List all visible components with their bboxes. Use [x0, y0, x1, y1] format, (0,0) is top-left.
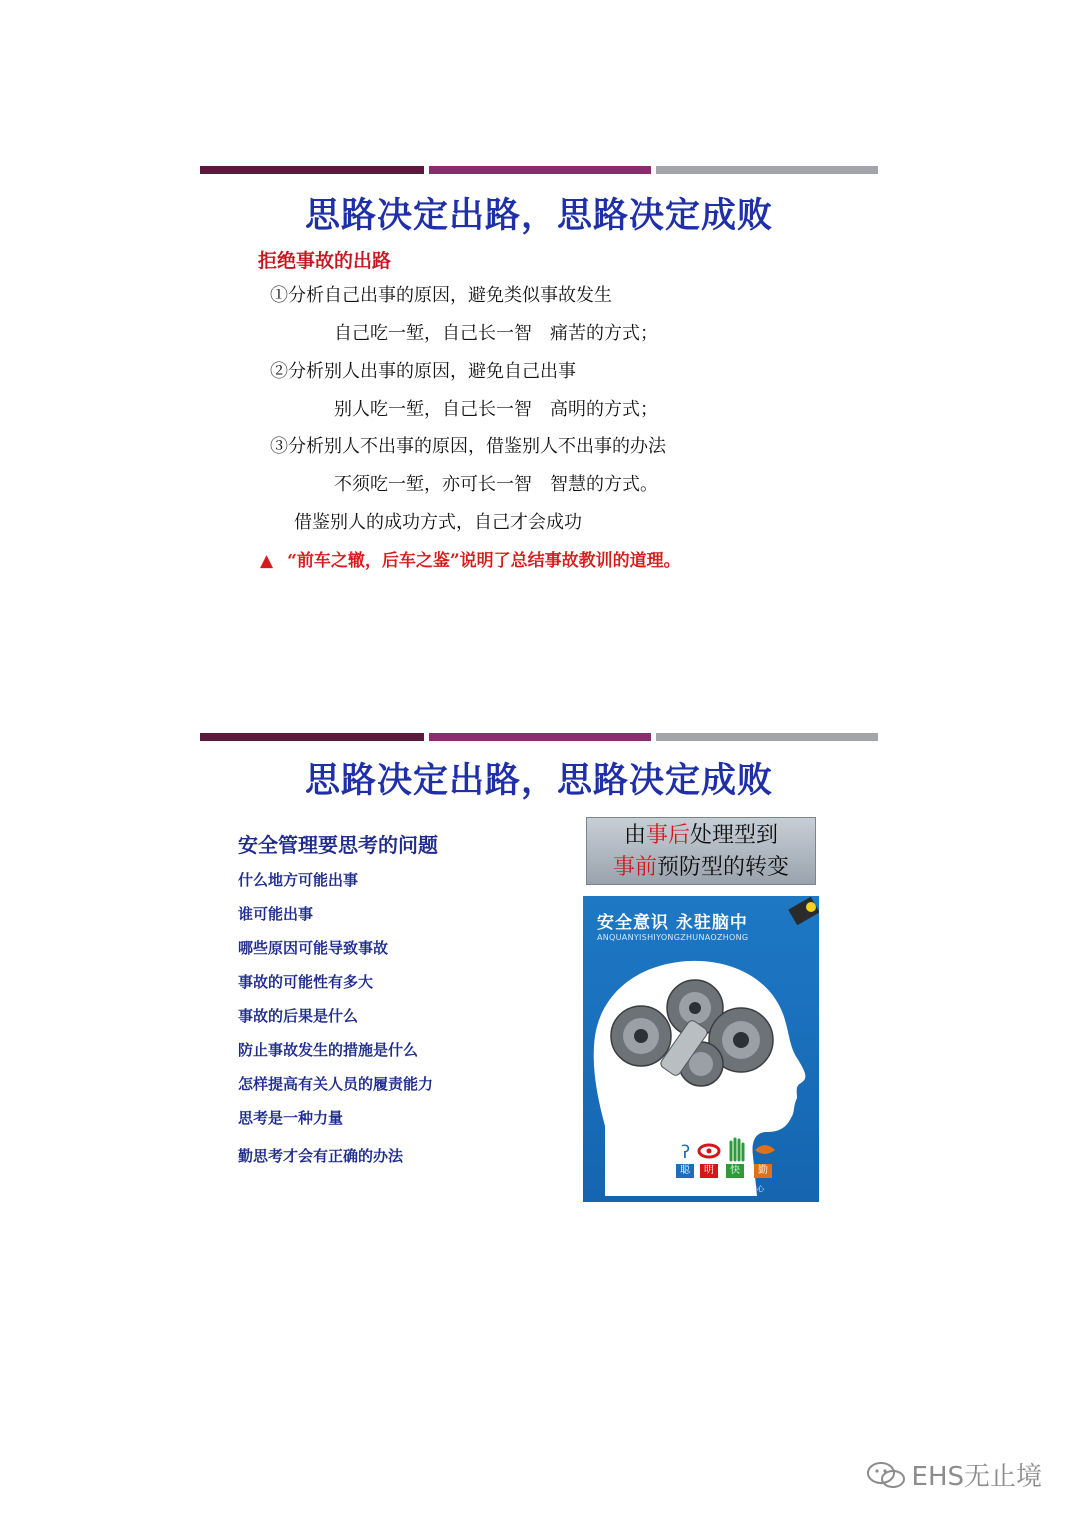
poster-label: 快 [730, 1165, 740, 1176]
warning-line [260, 546, 681, 571]
section-heading: 拒绝事故的出路 [258, 250, 392, 272]
question-item: 什么地方可能出事 [238, 871, 359, 889]
slide-title: 思路决定出路，思路决定成败 [304, 761, 773, 801]
safety-poster [583, 896, 819, 1202]
poster-title: 安全意识 永驻脑中 [597, 913, 748, 933]
head-gears-illustration [583, 896, 819, 1202]
header-bar-segment [200, 733, 424, 741]
slide-1 [200, 166, 878, 596]
slide-2 [200, 733, 878, 1213]
watermark [866, 1456, 1042, 1493]
wechat-icon [866, 1460, 906, 1490]
header-bar-segment [200, 166, 424, 174]
point-line: 自己吃一堑，自己长一智 痛苦的方式； [334, 323, 658, 344]
warning-text: “前车之辙，后车之鉴”说明了总结事故教训的道理。 [287, 551, 681, 571]
header-bar-segment [656, 733, 878, 741]
watermark-text: EHS无止境 [911, 1462, 1042, 1492]
header-bar-segment [429, 733, 651, 741]
point-line: ①分析自己出事的原因，避免类似事故发生 [270, 285, 612, 306]
poster-footer: 国家安全生产监督管理局宣传教育中心 [645, 1185, 764, 1193]
svg-text:ʔ: ʔ [681, 1142, 691, 1163]
poster-label: 勤 [758, 1165, 768, 1176]
poster-subtitle: ANQUANYISHIYONGZHUNAOZHONG [597, 933, 749, 942]
question-item: 思考是一种力量 [238, 1109, 344, 1127]
transition-callout [586, 817, 816, 885]
question-item: 怎样提高有关人员的履责能力 [238, 1075, 434, 1093]
poster-label: 聪 [680, 1165, 690, 1176]
section-heading: 安全管理要思考的问题 [238, 833, 438, 857]
question-item: 防止事故发生的措施是什么 [238, 1041, 419, 1059]
question-item: 哪些原因可能导致事故 [238, 939, 389, 957]
question-item: 谁可能出事 [238, 905, 314, 923]
warning-triangle-icon: ▲ [260, 551, 274, 571]
point-line: 借鉴别人的成功方式，自己才会成功 [294, 512, 582, 533]
question-item: 事故的可能性有多大 [238, 973, 374, 991]
question-item: 勤思考才会有正确的办法 [238, 1147, 404, 1165]
header-bar-segment [429, 166, 651, 174]
question-item: 事故的后果是什么 [238, 1007, 359, 1025]
poster-label: 明 [704, 1165, 714, 1176]
header-bar-segment [656, 166, 878, 174]
point-line: 不须吃一堑，亦可长一智 智慧的方式。 [334, 474, 658, 495]
callout-line-1: 由事后处理型到 [623, 823, 779, 848]
point-line: 别人吃一堑，自己长一智 高明的方式； [334, 399, 658, 420]
point-line: ②分析别人出事的原因，避免自己出事 [270, 361, 576, 382]
slide-title: 思路决定出路，思路决定成败 [304, 196, 773, 236]
callout-line-2: 事前预防型的转变 [612, 855, 790, 880]
point-line: ③分析别人不出事的原因，借鉴别人不出事的办法 [270, 436, 666, 457]
